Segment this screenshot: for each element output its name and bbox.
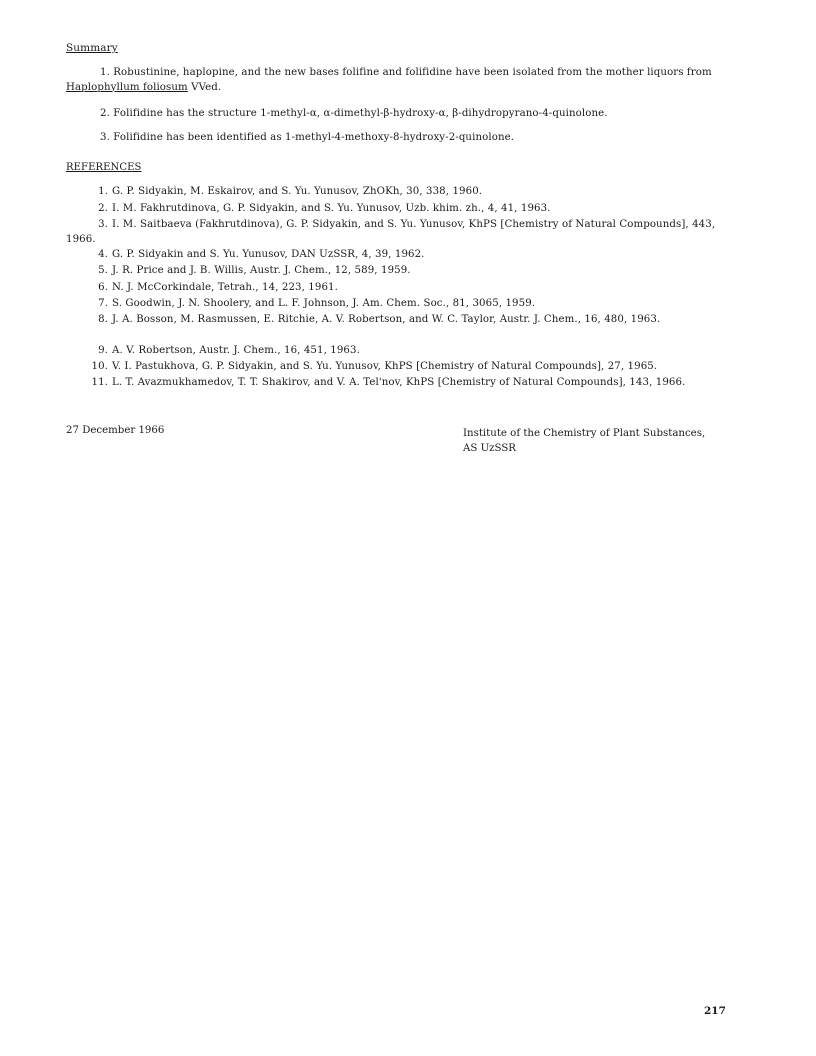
- page-number: 217: [704, 1005, 726, 1017]
- reference-text: I. M. Saitbaeva (Fakhrutdinova), G. P. Sidyakin, and S. Yu. Yunusov, KhPS [Chemistry of Natural Compounds], 443, 1966.: [66, 219, 716, 245]
- reference-number: 8.: [98, 314, 108, 325]
- institute-affiliation: [463, 426, 705, 456]
- summary-item-2: 2. Folifidine has the structure 1-methyl-α, α-dimethyl-β-hydroxy-α, β-dihydropyrano-4-quinolone.: [100, 108, 608, 119]
- summary-item-1-text-a: 1. Robustinine, haplopine, and the new bases folifine and folifidine have been isolated from the mother liquors from: [100, 67, 712, 78]
- reference-number: 5.: [98, 265, 108, 276]
- reference-text: A. V. Robertson, Austr. J. Chem., 16, 451, 1963.: [112, 345, 360, 356]
- reference-number: 6.: [98, 282, 108, 293]
- received-date: 27 December 1966: [66, 425, 165, 436]
- reference-item: [66, 344, 730, 359]
- reference-item: [66, 313, 730, 328]
- reference-text: L. T. Avazmukhamedov, T. T. Shakirov, and V. A. Tel'nov, KhPS [Chemistry of Natural Compounds], 143, 1966.: [112, 377, 686, 388]
- summary-item-1-text-b: VVed.: [187, 81, 222, 93]
- reference-text: J. A. Bosson, M. Rasmussen, E. Ritchie, A. V. Robertson, and W. C. Taylor, Austr. J. Chem., 16, 480, 1963.: [112, 314, 661, 325]
- reference-item: [66, 297, 730, 312]
- reference-number: 2.: [98, 203, 108, 214]
- reference-number: 9.: [98, 345, 108, 356]
- summary-item-3: 3. Folifidine has been identified as 1-methyl-4-methoxy-8-hydroxy-2-quinolone.: [100, 132, 515, 143]
- reference-text: G. P. Sidyakin and S. Yu. Yunusov, DAN UzSSR, 4, 39, 1962.: [112, 249, 425, 260]
- reference-text: S. Goodwin, J. N. Shoolery, and L. F. Johnson, J. Am. Chem. Soc., 81, 3065, 1959.: [112, 298, 536, 309]
- reference-item: [66, 360, 730, 375]
- references-heading: REFERENCES: [66, 162, 142, 173]
- species-name: Haplophyllum foliosum: [66, 81, 188, 93]
- reference-text: V. I. Pastukhova, G. P. Sidyakin, and S. Yu. Yunusov, KhPS [Chemistry of Natural Compounds], 27, 1965.: [112, 361, 658, 372]
- summary-heading: Summary: [66, 42, 118, 54]
- reference-item: [66, 264, 730, 279]
- reference-text: J. R. Price and J. B. Willis, Austr. J. Chem., 12, 589, 1959.: [112, 265, 411, 276]
- reference-number: 7.: [98, 298, 108, 309]
- reference-text: N. J. McCorkindale, Tetrah., 14, 223, 1961.: [112, 282, 338, 293]
- reference-text: I. M. Fakhrutdinova, G. P. Sidyakin, and S. Yu. Yunusov, Uzb. khim. zh., 4, 41, 1963.: [112, 203, 551, 214]
- reference-item: [66, 185, 730, 200]
- reference-number: 11.: [91, 377, 108, 388]
- summary-item-1: [66, 66, 724, 95]
- reference-item: [66, 202, 730, 217]
- reference-number: 4.: [98, 249, 108, 260]
- reference-number: 3.: [98, 219, 108, 230]
- reference-number: 1.: [98, 186, 108, 197]
- reference-number: 10.: [91, 361, 108, 372]
- reference-item: [66, 376, 730, 391]
- reference-text: G. P. Sidyakin, M. Eskairov, and S. Yu. Yunusov, ZhOKh, 30, 338, 1960.: [112, 186, 483, 197]
- reference-item: [66, 218, 730, 247]
- reference-item: [66, 281, 730, 296]
- institute-line-2: AS UzSSR: [463, 443, 516, 454]
- institute-line-1: Institute of the Chemistry of Plant Substances,: [463, 428, 706, 439]
- reference-item: [66, 248, 730, 263]
